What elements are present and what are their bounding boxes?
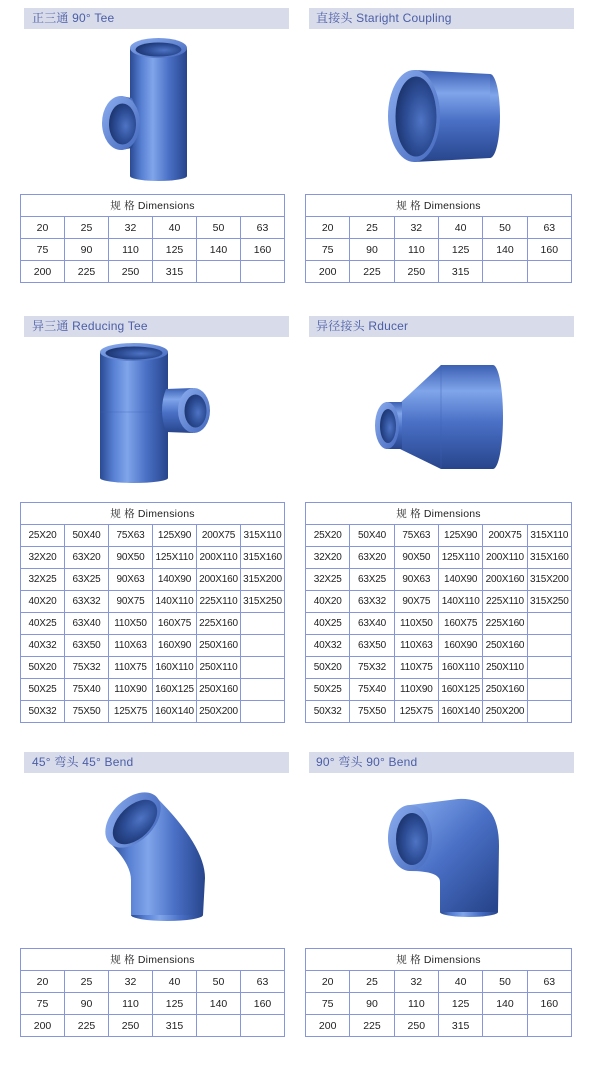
table-row (21, 635, 285, 657)
dimension-cell: 160X90 (438, 635, 482, 657)
dimension-cell: 140 (197, 993, 241, 1015)
dimension-cell: 110X63 (109, 635, 153, 657)
dimension-cell: 50X40 (350, 525, 394, 547)
dimension-cell: 125X75 (109, 701, 153, 723)
dimension-cell: 250 (109, 261, 153, 283)
dimensions-header-row (306, 949, 572, 971)
dimension-cell: 20 (306, 217, 350, 239)
dimension-cell: 90X63 (109, 569, 153, 591)
table-row (306, 679, 572, 701)
dimension-cell: 90X75 (394, 591, 438, 613)
section-title: 异径接头 Rducer (309, 316, 574, 337)
table-row (306, 525, 572, 547)
dimension-cell: 250X160 (197, 635, 241, 657)
dimension-cell (241, 613, 285, 635)
dimension-cell: 50X32 (21, 701, 65, 723)
dimension-cell: 200 (21, 1015, 65, 1037)
dimension-cell: 250X110 (197, 657, 241, 679)
dimension-cell: 32X25 (21, 569, 65, 591)
dimension-cell: 63X32 (65, 591, 109, 613)
tee-top-opening (136, 43, 182, 57)
reducing-tee-branch-opening (185, 395, 207, 428)
dimension-cell: 63 (527, 217, 571, 239)
table-row (21, 525, 285, 547)
dimension-cell: 110X50 (394, 613, 438, 635)
dimension-cell: 25 (350, 217, 394, 239)
dimension-cell: 250X160 (197, 679, 241, 701)
dimension-cell: 250X200 (483, 701, 527, 723)
dimension-cell: 160X125 (438, 679, 482, 701)
dimension-cell: 315 (438, 1015, 482, 1037)
bend-45-fitting-image (100, 785, 215, 925)
table-row (306, 613, 572, 635)
dimension-cell: 25 (65, 971, 109, 993)
dimension-cell: 110 (109, 239, 153, 261)
dimension-cell: 225 (65, 1015, 109, 1037)
dimension-cell: 225X110 (483, 591, 527, 613)
dimension-cell: 140X110 (438, 591, 482, 613)
dimension-cell: 63X50 (65, 635, 109, 657)
dimension-cell: 140X90 (438, 569, 482, 591)
dimension-cell: 40X25 (21, 613, 65, 635)
dimension-cell: 160X110 (153, 657, 197, 679)
dimension-cell: 200 (306, 1015, 350, 1037)
dimension-cell: 125X110 (153, 547, 197, 569)
section-title: 正三通 90° Tee (24, 8, 289, 29)
dimension-cell: 125 (438, 993, 482, 1015)
dimension-cell: 75X32 (65, 657, 109, 679)
dimension-cell: 50X20 (306, 657, 350, 679)
dimension-cell: 75 (21, 993, 65, 1015)
dimension-cell (241, 1015, 285, 1037)
dimension-cell: 90X75 (109, 591, 153, 613)
tee-main-pipe (130, 48, 187, 176)
dimension-cell: 315X110 (241, 525, 285, 547)
dimension-cell: 125 (153, 993, 197, 1015)
dimension-cell: 75 (306, 993, 350, 1015)
dimension-cell: 90 (350, 239, 394, 261)
dimension-cell: 125X90 (438, 525, 482, 547)
dimension-cell: 32X20 (21, 547, 65, 569)
dimension-cell (527, 657, 571, 679)
dimension-cell: 160X110 (438, 657, 482, 679)
dimension-cell: 63 (241, 217, 285, 239)
dimension-cell: 160X140 (438, 701, 482, 723)
dimension-cell: 75X50 (350, 701, 394, 723)
dimension-cell: 50 (483, 971, 527, 993)
dimension-cell: 25X20 (21, 525, 65, 547)
dimension-cell (527, 701, 571, 723)
dimension-cell: 63X50 (350, 635, 394, 657)
dimension-cell: 63X25 (350, 569, 394, 591)
dimension-cell: 90 (65, 993, 109, 1015)
reducing-tee-main-pipe (100, 352, 168, 478)
dimension-cell: 32X20 (306, 547, 350, 569)
dimension-cell: 160X125 (153, 679, 197, 701)
dimension-cell: 90X63 (394, 569, 438, 591)
dimension-cell: 200 (306, 261, 350, 283)
dimension-cell (241, 635, 285, 657)
section-title: 直接头 Staright Coupling (309, 8, 574, 29)
tee-branch-opening (109, 104, 136, 145)
dimensions-header-row (306, 503, 572, 525)
dimension-cell: 63X25 (65, 569, 109, 591)
dimension-cell (241, 701, 285, 723)
dimensions-header: 规 格 Dimensions (306, 949, 572, 971)
section-title: 90° 弯头 90° Bend (309, 752, 574, 773)
dimension-cell: 50X40 (65, 525, 109, 547)
table-row (21, 239, 285, 261)
dimension-cell: 140 (483, 993, 527, 1015)
coupling-opening (396, 77, 437, 157)
table-row (306, 217, 572, 239)
dimension-cell: 20 (306, 971, 350, 993)
dimension-cell: 250 (394, 1015, 438, 1037)
dimension-cell: 315 (153, 1015, 197, 1037)
dimension-cell: 50X20 (21, 657, 65, 679)
dimension-cell: 110X50 (109, 613, 153, 635)
dimensions-header: 规 格 Dimensions (306, 503, 572, 525)
dimension-cell: 160 (527, 993, 571, 1015)
dimension-cell: 32 (394, 971, 438, 993)
dimension-cell: 200X110 (197, 547, 241, 569)
dimension-cell: 250X160 (483, 635, 527, 657)
dimension-cell: 40X20 (21, 591, 65, 613)
table-row (21, 261, 285, 283)
table-row (21, 1015, 285, 1037)
dimension-cell: 250X160 (483, 679, 527, 701)
dimensions-header-row (21, 949, 285, 971)
dimension-cell: 75 (306, 239, 350, 261)
dimensions-table (305, 948, 572, 1037)
dimension-cell: 225X160 (197, 613, 241, 635)
dimension-cell: 160X140 (153, 701, 197, 723)
dimension-cell (483, 1015, 527, 1037)
dimension-cell: 32X25 (306, 569, 350, 591)
dimension-cell: 40X25 (306, 613, 350, 635)
dimension-cell: 125 (153, 239, 197, 261)
dimension-cell: 63X32 (350, 591, 394, 613)
dimension-cell (241, 657, 285, 679)
dimension-cell (197, 261, 241, 283)
dimension-cell: 90X50 (394, 547, 438, 569)
table-row (306, 261, 572, 283)
dimensions-table (20, 502, 285, 723)
dimension-cell: 90 (350, 993, 394, 1015)
dimension-cell: 125X90 (153, 525, 197, 547)
dimension-cell: 110 (109, 993, 153, 1015)
dimension-cell: 110X75 (394, 657, 438, 679)
dimension-cell: 250 (109, 1015, 153, 1037)
dimension-cell: 225 (350, 261, 394, 283)
table-row (21, 993, 285, 1015)
dimension-cell: 315X250 (241, 591, 285, 613)
dimension-cell: 315X200 (527, 569, 571, 591)
table-row (21, 569, 285, 591)
dimension-cell: 200 (21, 261, 65, 283)
dimension-cell: 110X90 (394, 679, 438, 701)
dimension-cell: 140 (197, 239, 241, 261)
dimension-cell: 90 (65, 239, 109, 261)
dimension-cell: 32 (109, 217, 153, 239)
dimension-cell: 40 (153, 971, 197, 993)
dimension-cell: 20 (21, 971, 65, 993)
table-row (21, 679, 285, 701)
dimension-cell: 110X75 (109, 657, 153, 679)
dimension-cell: 110X63 (394, 635, 438, 657)
reducer-fitting-image (370, 355, 510, 478)
dimension-cell: 315X200 (241, 569, 285, 591)
dimension-cell (241, 679, 285, 701)
dimension-cell: 63 (527, 971, 571, 993)
dimension-cell: 225 (350, 1015, 394, 1037)
dimension-cell (527, 261, 571, 283)
dimension-cell: 75X63 (109, 525, 153, 547)
table-row (21, 971, 285, 993)
dimension-cell: 315 (153, 261, 197, 283)
section-title: 45° 弯头 45° Bend (24, 752, 289, 773)
dimension-cell: 160X75 (153, 613, 197, 635)
dimension-cell: 200X75 (483, 525, 527, 547)
dimension-cell (241, 261, 285, 283)
dimension-cell: 50 (483, 217, 527, 239)
table-row (21, 613, 285, 635)
table-row (21, 217, 285, 239)
dimension-cell: 160 (527, 239, 571, 261)
bend-90-fitting-image (380, 790, 510, 922)
dimension-cell: 225X160 (483, 613, 527, 635)
dimension-cell: 315 (438, 261, 482, 283)
dimension-cell: 315X160 (527, 547, 571, 569)
dimensions-table (305, 194, 572, 283)
coupling-fitting-image (380, 60, 510, 170)
dimension-cell: 160X90 (153, 635, 197, 657)
dimension-cell: 50X25 (306, 679, 350, 701)
dimension-cell: 40 (153, 217, 197, 239)
dimension-cell (527, 635, 571, 657)
dimensions-header: 规 格 Dimensions (21, 503, 285, 525)
dimension-cell: 110X90 (109, 679, 153, 701)
dimension-cell: 250 (394, 261, 438, 283)
dimension-cell: 40X20 (306, 591, 350, 613)
dimension-cell: 63X20 (65, 547, 109, 569)
dimension-cell: 50X25 (21, 679, 65, 701)
dimensions-header-row (21, 195, 285, 217)
dimension-cell: 250X110 (483, 657, 527, 679)
table-row (306, 591, 572, 613)
table-row (306, 993, 572, 1015)
dimension-cell: 63X20 (350, 547, 394, 569)
dimension-cell: 160 (241, 239, 285, 261)
dimension-cell: 63X40 (65, 613, 109, 635)
dimension-cell: 110 (394, 239, 438, 261)
table-row (306, 701, 572, 723)
dimension-cell: 75X40 (350, 679, 394, 701)
dimensions-table (20, 948, 285, 1037)
dimension-cell: 200X160 (197, 569, 241, 591)
dimensions-header-row (306, 195, 572, 217)
dimension-cell: 50 (197, 217, 241, 239)
dimension-cell: 140X110 (153, 591, 197, 613)
dimension-cell: 110 (394, 993, 438, 1015)
dimension-cell: 125 (438, 239, 482, 261)
dimension-cell: 160X75 (438, 613, 482, 635)
dimension-cell: 225X110 (197, 591, 241, 613)
dimension-cell: 75X32 (350, 657, 394, 679)
dimension-cell: 75X50 (65, 701, 109, 723)
dimension-cell: 75X63 (394, 525, 438, 547)
table-row (306, 657, 572, 679)
reducing-tee-fitting-image (95, 338, 215, 490)
dimension-cell (527, 1015, 571, 1037)
reducer-small-opening (380, 409, 396, 443)
dimension-cell: 40 (438, 971, 482, 993)
dimension-cell: 25 (350, 971, 394, 993)
dimension-cell: 200X110 (483, 547, 527, 569)
dimension-cell: 200X75 (197, 525, 241, 547)
dimension-cell: 75X40 (65, 679, 109, 701)
dimension-cell: 125X75 (394, 701, 438, 723)
dimension-cell: 50X32 (306, 701, 350, 723)
dimensions-header: 规 格 Dimensions (21, 949, 285, 971)
table-row (306, 239, 572, 261)
bend-90-opening (396, 813, 428, 865)
dimension-cell: 63X40 (350, 613, 394, 635)
dimension-cell (527, 613, 571, 635)
dimension-cell: 40X32 (306, 635, 350, 657)
dimensions-header: 规 格 Dimensions (21, 195, 285, 217)
dimension-cell: 25 (65, 217, 109, 239)
reducer-body (400, 365, 493, 469)
dimension-cell: 40 (438, 217, 482, 239)
dimension-cell (197, 1015, 241, 1037)
dimension-cell: 315X250 (527, 591, 571, 613)
table-row (306, 1015, 572, 1037)
dimension-cell (527, 679, 571, 701)
reducing-tee-top-opening (106, 347, 163, 360)
dimension-cell: 140X90 (153, 569, 197, 591)
dimensions-header: 规 格 Dimensions (306, 195, 572, 217)
dimensions-table (20, 194, 285, 283)
dimensions-header-row (21, 503, 285, 525)
dimension-cell: 90X50 (109, 547, 153, 569)
table-row (21, 701, 285, 723)
table-row (21, 591, 285, 613)
dimension-cell: 225 (65, 261, 109, 283)
dimension-cell: 250X200 (197, 701, 241, 723)
dimension-cell: 160 (241, 993, 285, 1015)
tee-fitting-image (95, 30, 195, 190)
table-row (21, 547, 285, 569)
table-row (306, 971, 572, 993)
dimension-cell: 140 (483, 239, 527, 261)
table-row (306, 635, 572, 657)
table-row (306, 547, 572, 569)
dimension-cell: 25X20 (306, 525, 350, 547)
dimension-cell: 63 (241, 971, 285, 993)
dimension-cell: 125X110 (438, 547, 482, 569)
section-title: 异三通 Reducing Tee (24, 316, 289, 337)
dimension-cell: 40X32 (21, 635, 65, 657)
dimension-cell: 75 (21, 239, 65, 261)
table-row (21, 657, 285, 679)
dimension-cell: 20 (21, 217, 65, 239)
dimension-cell: 315X110 (527, 525, 571, 547)
table-row (306, 569, 572, 591)
dimension-cell: 32 (394, 217, 438, 239)
dimension-cell (483, 261, 527, 283)
dimensions-table (305, 502, 572, 723)
dimension-cell: 315X160 (241, 547, 285, 569)
dimension-cell: 32 (109, 971, 153, 993)
dimension-cell: 200X160 (483, 569, 527, 591)
dimension-cell: 50 (197, 971, 241, 993)
